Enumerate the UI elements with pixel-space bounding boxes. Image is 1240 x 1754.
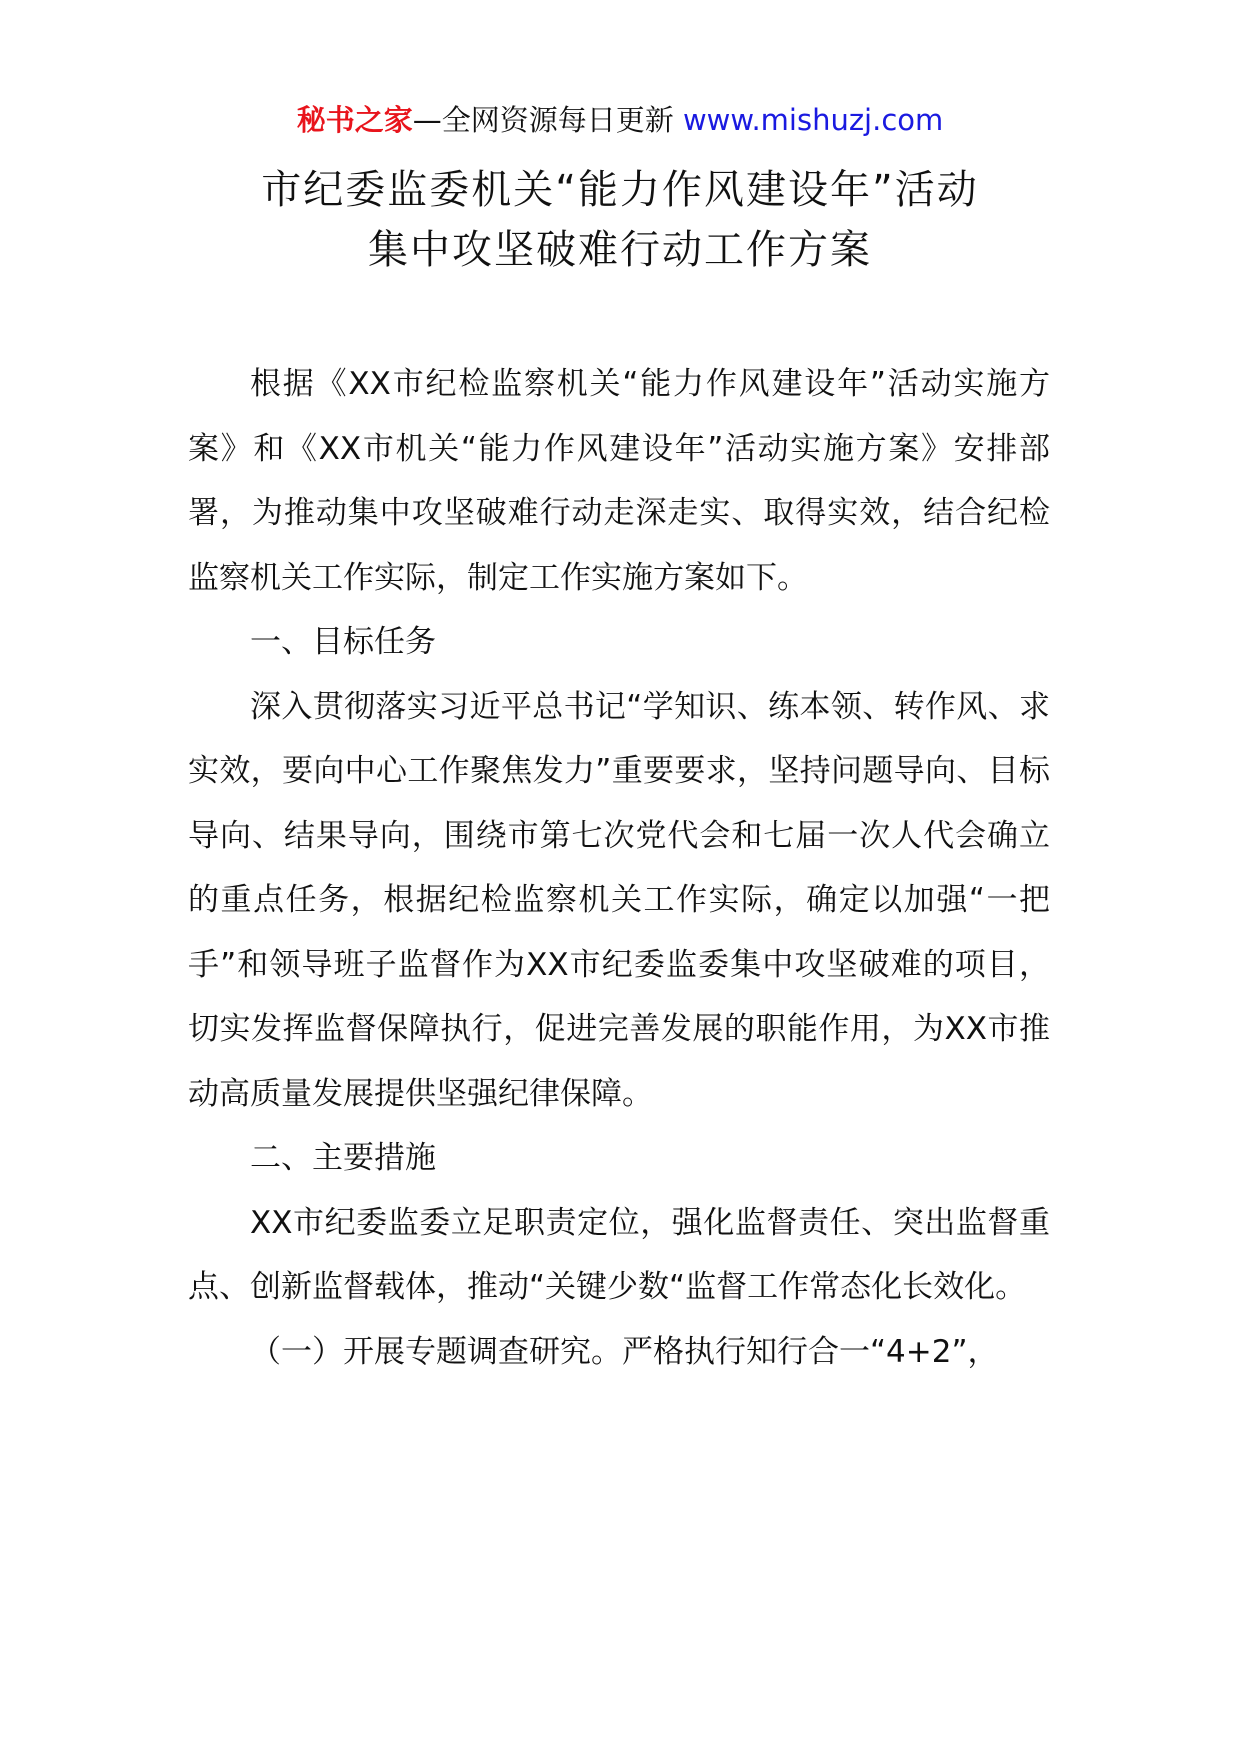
paragraph-intro: 根据《XX市纪检监察机关“能力作风建设年”活动实施方案》和《XX市机关“能力作风建设年”活动实施方案》安排部署，为推动集中攻坚破难行动走深走实、取得实效，结合纪检监察机关工作实际，制定工作实施方案如下。	[188, 366, 1050, 596]
brand-name: 秘书之家	[296, 103, 413, 137]
title-line-2: 集中攻坚破难行动工作方案	[368, 227, 872, 273]
document-body	[188, 352, 1050, 1384]
section-heading-measures: 二、主要措施	[250, 1140, 436, 1176]
paragraph-goals: 深入贯彻落实习近平总书记“学知识、练本领、转作风、求实效，要向中心工作聚焦发力”重要要求，坚持问题导向、目标导向、结果导向，围绕市第七次党代会和七届一次人代会确立的重点任务，根据纪检监察机关工作实际，确定以加强“一把手”和领导班子监督作为XX市纪委监委集中攻坚破难的项目，切实发挥监督保障执行，促进完善发展的职能作用，为XX市推动高质量发展提供坚强纪律保障。	[188, 688, 1050, 1112]
site-header	[0, 100, 1240, 140]
paragraph-measure-1: （一）开展专题调查研究。严格执行知行合一“4+2”，	[250, 1333, 999, 1370]
section-heading-goals: 一、目标任务	[250, 624, 436, 660]
document-title	[0, 160, 1240, 280]
brand-slogan: —全网资源每日更新	[412, 103, 674, 137]
paragraph-measures: XX市纪委监委立足职责定位，强化监督责任、突出监督重点、创新监督载体，推动“关键少数“监督工作常态化长效化。	[188, 1204, 1050, 1305]
site-url-link[interactable]: www.mishuzj.com	[682, 103, 944, 137]
title-line-1: 市纪委监委机关“能力作风建设年”活动	[261, 167, 979, 213]
